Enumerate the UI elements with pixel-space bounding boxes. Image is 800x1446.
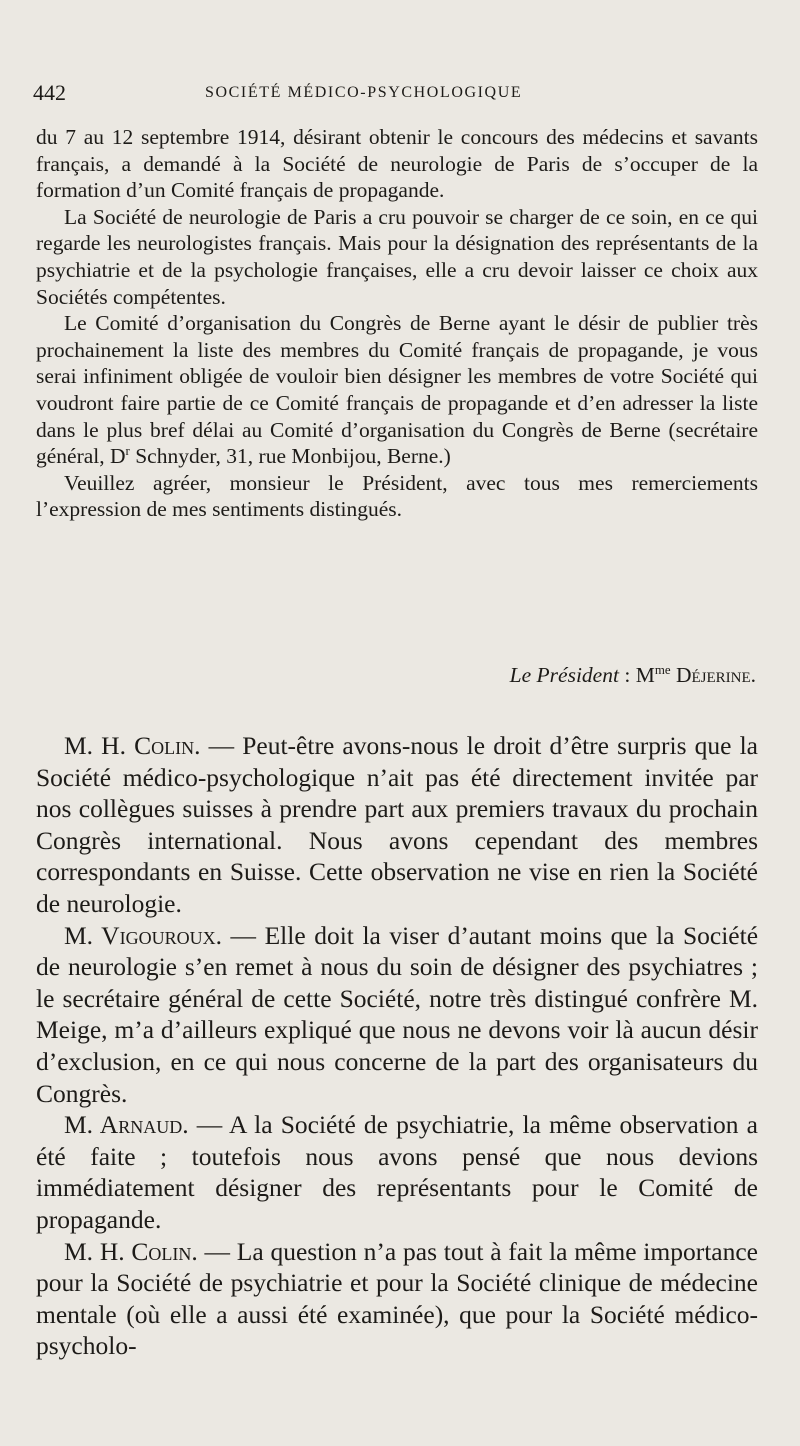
- speaker-name: M. Arnaud.: [64, 1110, 189, 1140]
- signature-name: Déjerine.: [675, 663, 756, 687]
- page-number: 442: [33, 80, 66, 105]
- signature-sep: :: [618, 663, 636, 687]
- speaker-remark: — La question n’a pas tout à fait la même importance pour la Société de psychiatrie et pour la Société clinique de médecine mentale (où elle a aussi été examinée), que pour la Société médico-psycholo-: [36, 1236, 758, 1361]
- signature-role: Le Président: [509, 663, 619, 687]
- letter-body: [36, 124, 758, 523]
- letter-paragraph-1: du 7 au 12 septembre 1914, désirant obtenir le concours des médecins et savants français, a demandé à la Société de neurologie de Paris de s’occuper de la formation d’un Comité français de propagande.: [36, 125, 758, 203]
- letter-paragraph-3: [36, 310, 758, 470]
- discussion-paragraph: [36, 920, 758, 1110]
- speaker-remark: — A la Société de psychiatrie, la même observation a été faite ; toutefois nous avons pensé que nous devions immédiatement désigner des représentants pour le Comité de propagande.: [36, 1110, 759, 1234]
- letter-paragraph-3-text: Le Comité d’organisation du Congrès de Berne ayant le désir de publier très prochainement la liste des membres du Comité français de propagande, je vous serai infiniment obligée de vouloir bien désigner les membres de votre Société qui voudront faire partie de ce Comité français de propagande et d’en adresser la liste dans le plus bref délai au Comité d’organisation du Congrès de Berne (secrétaire général, D: [36, 311, 758, 469]
- speaker-name: M. H. Colin.: [64, 731, 201, 760]
- discussion-paragraph: [36, 1109, 758, 1235]
- speaker-name: M. H. Colin.: [64, 1236, 198, 1266]
- letter-paragraph-2: La Société de neurologie de Paris a cru pouvoir se charger de ce soin, en ce qui regarde les neurologistes français. Mais pour la désignation des représentants de la psychiatrie et de la psychologie françaises, elle a cru devoir laisser ce choix aux Sociétés compétentes.: [36, 204, 758, 309]
- discussion-paragraph: [36, 1236, 758, 1362]
- signature-title-sup: me: [654, 662, 671, 677]
- speaker-remark: — Elle doit la viser d’autant moins que la Société de neurologie s’en remet à nous du soin de désigner des psychiatres ; le secrétaire général de cette Société, notre très distingué confrère M. Meige, m’a d’ailleurs expliqué que nous ne devons voir là aucun désir d’exclusion, en ce qui nous concerne de la part des organisateurs du Congrès.: [36, 920, 759, 1108]
- letter-paragraph-3-end: Schnyder, 31, rue Monbijou, Berne.): [129, 444, 451, 469]
- signature-title: M: [635, 663, 655, 687]
- discussion-paragraph: [36, 730, 758, 920]
- speaker-remark: — Peut-être avons-nous le droit d’être surpris que la Société médico-psychologique n’ait pas été directement invitée par nos collègues suisses à prendre part aux premiers travaux du prochain Congrès international. Nous avons cependant des membres correspondants en Suisse. Cette observation ne vise en rien la Société de neurologie.: [36, 731, 758, 918]
- letter-signature: [36, 663, 756, 688]
- speaker-name: M. Vigouroux.: [64, 920, 222, 950]
- page-header: [33, 80, 756, 106]
- discussion-body: [36, 730, 758, 1362]
- running-title: SOCIÉTÉ MÉDICO-PSYCHOLOGIQUE: [205, 84, 523, 101]
- letter-paragraph-4: Veuillez agréer, monsieur le Président, avec tous mes remerciements l’expression de mes sentiments distingués.: [36, 470, 758, 522]
- doctor-abbrev-sup: r: [125, 443, 130, 458]
